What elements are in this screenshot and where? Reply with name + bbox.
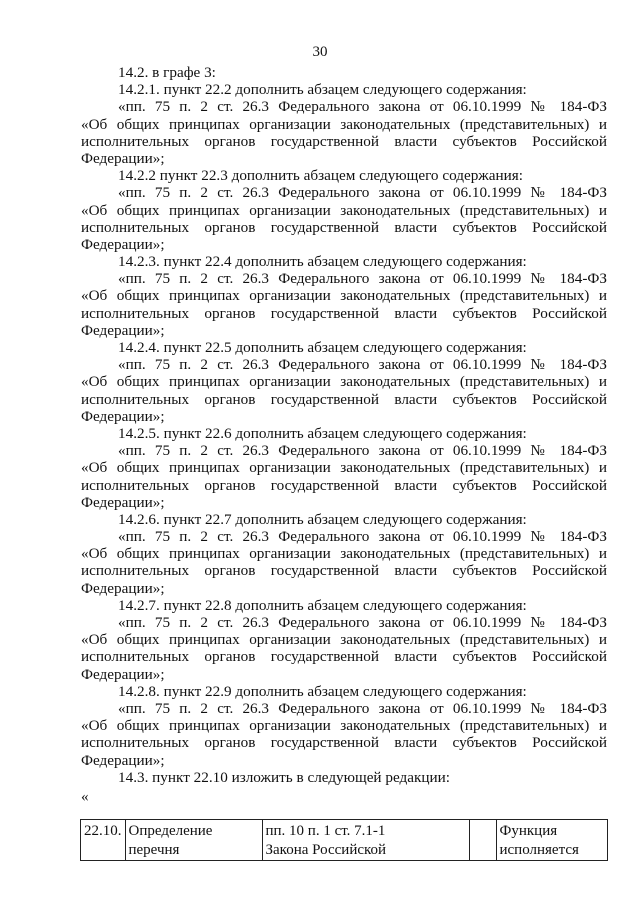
cell-line: Определение xyxy=(128,823,213,839)
quote-line: «пп. 75 п. 2 ст. 26.3 Федерального закона от 06.10.1999 № 184-ФЗ xyxy=(118,699,607,717)
document-body xyxy=(81,64,607,806)
quote-line: исполнительных органов государственной власти субъектов Российской xyxy=(81,132,607,150)
amendment-item xyxy=(81,511,607,597)
quote-line: исполнительных органов государственной власти субъектов Российской xyxy=(81,562,607,580)
quote-line: «Об общих принципах организации законодательных (представительных) и xyxy=(81,373,607,391)
quote-line: Федерации»; xyxy=(81,579,165,597)
table-row xyxy=(81,820,608,861)
quote-line: «пп. 75 п. 2 ст. 26.3 Федерального закона от 06.10.1999 № 184-ФЗ xyxy=(118,442,607,460)
amendment-heading: 14.2.4. пункт 22.5 дополнить абзацем следующего содержания: xyxy=(118,339,527,356)
quote-line: «Об общих принципах организации законодательных (представительных) и xyxy=(81,287,607,305)
quote-line: исполнительных органов государственной власти субъектов Российской xyxy=(81,648,607,666)
amendment-item xyxy=(81,339,607,425)
amendment-heading: 14.2.7. пункт 22.8 дополнить абзацем следующего содержания: xyxy=(118,596,527,614)
section-14-3: 14.3. пункт 22.10 изложить в следующей редакции: xyxy=(118,768,450,786)
amendment-heading: 14.2.3. пункт 22.4 дополнить абзацем следующего содержания: xyxy=(118,253,527,271)
quote-line: «пп. 75 п. 2 ст. 26.3 Федерального закона от 06.10.1999 № 184-ФЗ xyxy=(118,528,607,546)
cell-line: пп. 10 п. 1 ст. 7.1-1 xyxy=(265,823,386,839)
quote-line: Федерации»; xyxy=(81,149,165,167)
quote-line: Федерации»; xyxy=(81,321,165,339)
quote-line: Федерации»; xyxy=(81,493,165,511)
amendment-heading: 14.2.6. пункт 22.7 дополнить абзацем следующего содержания: xyxy=(118,510,527,528)
quote-line: исполнительных органов государственной власти субъектов Российской xyxy=(81,218,607,236)
quote-line: исполнительных органов государственной власти субъектов Российской xyxy=(81,390,607,408)
quote-line: «Об общих принципах организации законодательных (представительных) и xyxy=(81,115,607,133)
amendment-heading: 14.2.5. пункт 22.6 дополнить абзацем следующего содержания: xyxy=(118,424,527,442)
table-cell-function xyxy=(125,820,262,861)
quote-line: «пп. 75 п. 2 ст. 26.3 Федерального закона от 06.10.1999 № 184-ФЗ xyxy=(118,184,607,202)
amendment-list xyxy=(81,81,607,769)
table-cell-execution xyxy=(496,820,608,861)
table-cell-number: 22.10. xyxy=(81,820,126,861)
cell-line: исполняется xyxy=(499,842,579,858)
amendment-item xyxy=(81,683,607,769)
quote-line: Федерации»; xyxy=(81,407,165,425)
section-intro: 14.2. в графе 3: xyxy=(118,64,216,81)
amendment-item xyxy=(81,167,607,253)
quote-line: «пп. 75 п. 2 ст. 26.3 Федерального закона от 06.10.1999 № 184-ФЗ xyxy=(118,270,607,288)
cell-line: перечня xyxy=(128,842,180,858)
quote-line: Федерации»; xyxy=(81,751,165,769)
table-cell-empty xyxy=(469,820,496,861)
amendment-heading: 14.2.2 пункт 22.3 дополнить абзацем следующего содержания: xyxy=(118,167,523,185)
page-number: 30 xyxy=(312,44,328,60)
quote-line: «Об общих принципах организации законодательных (представительных) и xyxy=(81,201,607,219)
amendment-item xyxy=(81,253,607,339)
quote-line: исполнительных органов государственной власти субъектов Российской xyxy=(81,304,607,322)
quote-line: «Об общих принципах организации законодательных (представительных) и xyxy=(81,717,607,735)
amendment-item xyxy=(81,597,607,683)
quote-line: «пп. 75 п. 2 ст. 26.3 Федерального закона от 06.10.1999 № 184-ФЗ xyxy=(118,98,607,116)
quote-line: исполнительных органов государственной власти субъектов Российской xyxy=(81,734,607,752)
quote-line: «Об общих принципах организации законодательных (представительных) и xyxy=(81,631,607,649)
quote-line: Федерации»; xyxy=(81,235,165,253)
quote-line: «Об общих принципах организации законодательных (представительных) и xyxy=(81,545,607,563)
quote-line: «пп. 75 п. 2 ст. 26.3 Федерального закона от 06.10.1999 № 184-ФЗ xyxy=(118,614,607,631)
amendment-heading: 14.2.1. пункт 22.2 дополнить абзацем следующего содержания: xyxy=(118,81,527,99)
amendment-item xyxy=(81,425,607,511)
opening-quote: « xyxy=(81,787,89,805)
amendment-heading: 14.2.8. пункт 22.9 дополнить абзацем следующего содержания: xyxy=(118,682,527,700)
functions-table xyxy=(80,819,608,861)
quote-line: «Об общих принципах организации законодательных (представительных) и xyxy=(81,459,607,477)
quote-line: исполнительных органов государственной власти субъектов Российской xyxy=(81,476,607,494)
cell-line: Функция xyxy=(499,823,558,839)
quote-line: Федерации»; xyxy=(81,665,165,683)
cell-line: Закона Российской xyxy=(265,842,387,858)
quote-line: «пп. 75 п. 2 ст. 26.3 Федерального закона от 06.10.1999 № 184-ФЗ xyxy=(118,356,607,374)
table-cell-legal-basis xyxy=(262,820,469,861)
amendment-item xyxy=(81,81,607,167)
